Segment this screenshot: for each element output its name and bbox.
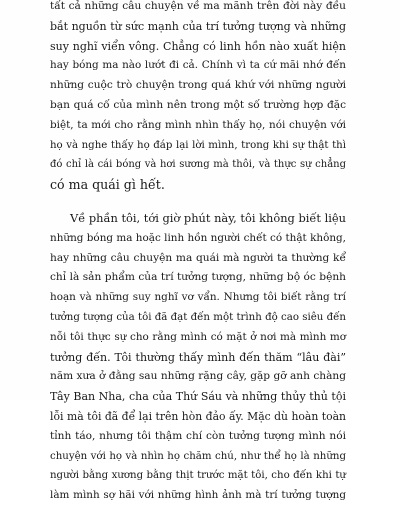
text-line: tất cả những câu chuyện về ma mãnh trên đời này đều [50,0,346,12]
text-line: hay những câu chuyện ma quái mà người ta thường kể [50,251,346,264]
text-line: nỗi tôi thực sự cho rằng mình có mặt ở nơi mà mình mơ [50,330,346,343]
text-line: người bằng xương bằng thịt trước mặt tôi, cho đến khi tự [50,470,346,482]
text-line: đó chỉ là cái bóng và hơi sương mà thôi, và thực sự chẳng [50,159,346,171]
text-line: chuyện với họ và nhìn họ chăm chú, như thể họ là những [50,450,346,462]
text-line: tỉnh táo, nhưng tôi thậm chí còn tưởng tượng mình nói [50,429,346,442]
paragraph-2 [50,209,346,506]
text-line: có ma quái gì hết. [50,177,165,193]
text-line: Về phần tôi, tới giờ phút này, tôi không biết liệu [70,210,346,225]
text-line: họ và nghe thấy họ đáp lại lời mình, trong khi sự thật thì [50,139,346,151]
paragraph-1 [50,0,346,195]
text-line: hoạn và những suy nghĩ vơ vẩn. Nhưng tôi biết rằng trí [50,291,346,304]
text-line: bắt nguồn từ sức mạnh của trí tưởng tượng và những [50,19,346,33]
text-line: năm xưa ở đằng sau những rặng cây, gặp gỡ anh chàng [50,370,346,383]
body-text [50,0,346,506]
text-line: những bóng ma hoặc linh hồn người chết có thật không, [50,231,346,244]
text-line: Tây Ban Nha, cha của Thứ Sáu và những thủy thủ tội [50,390,346,404]
text-line: suy nghĩ viển vông. Chẳng có linh hồn nào xuất hiện [50,39,346,53]
text-line: bạn quá cố của mình nên trong một số trường hợp đặc [50,98,346,111]
text-line: tưởng đến. Tôi thường thấy mình đến thăm “lâu đài” [50,350,346,364]
text-line: tưởng tượng của tôi đã đạt đến một trình độ cao siêu đến [50,311,346,323]
text-line: biệt, ta mới cho rằng mình nhìn thấy họ, nói chuyện với [50,118,346,131]
text-line: lỗi mà tôi đã để lại trên hòn đảo ấy. Mặc dù hoàn toàn [50,409,346,423]
text-line: hay bóng ma nào lướt đi cả. Chính vì ta cứ mãi nhớ đến [50,59,346,72]
text-line: chỉ là sản phẩm của trí tưởng tượng, những bộ óc bệnh [50,271,346,284]
text-line: làm mình sợ hãi với những hình ảnh mà trí tưởng tượng [50,489,346,502]
text-line: những cuộc trò chuyện trong quá khứ với những người [50,79,346,92]
